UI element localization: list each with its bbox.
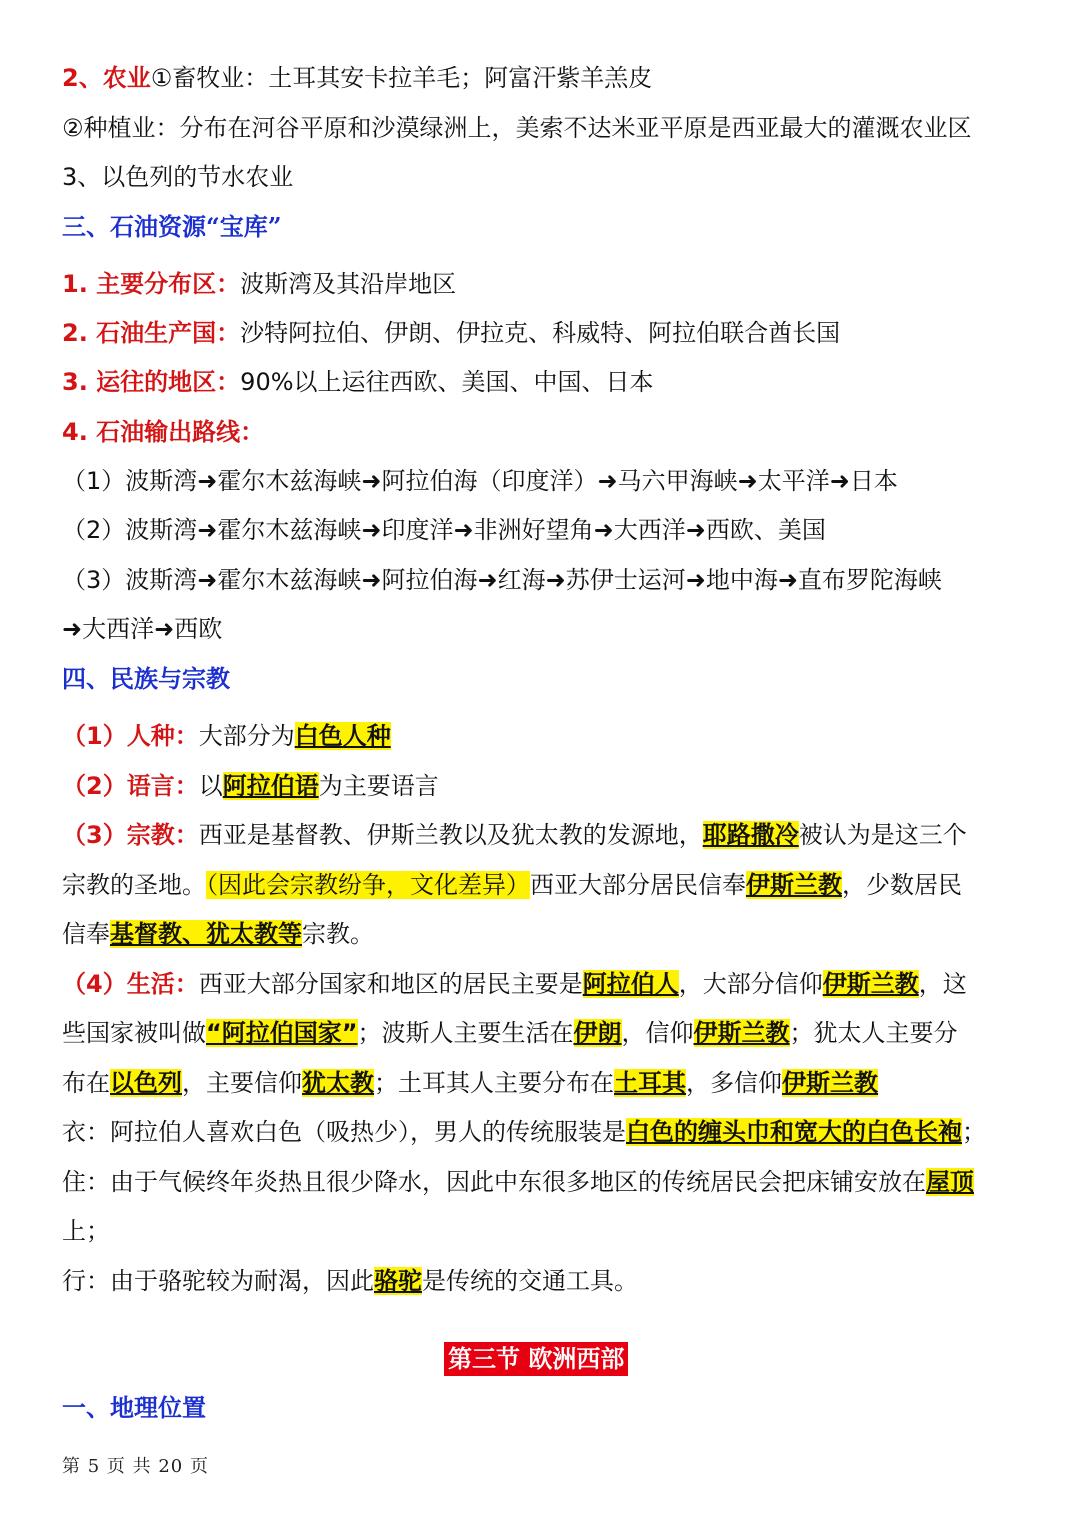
life-highlight: 土耳其 — [614, 1069, 686, 1097]
religion-label: （3）宗教： — [62, 821, 199, 849]
life-highlight: 阿拉伯人 — [582, 970, 679, 998]
oil-item-text: 90%以上运往西欧、美国、中国、日本 — [240, 368, 654, 396]
section-subheading: 一、地理位置 — [62, 1393, 206, 1422]
ethnic-heading: 四、民族与宗教 — [62, 664, 230, 693]
lang-line — [62, 768, 439, 804]
oil-item-text: 沙特阿拉伯、伊朗、伊拉克、科威特、阿拉伯联合酋长国 — [240, 319, 841, 347]
route-3: （3）波斯湾➜霍尔木兹海峡➜阿拉伯海➜红海➜苏伊士运河➜地中海➜直布罗陀海峡 — [62, 566, 942, 594]
travel-line — [62, 1263, 638, 1299]
life-highlight: 伊斯兰教 — [782, 1069, 878, 1097]
travel-highlight: 骆驼 — [374, 1267, 422, 1295]
oil-item-label: 2. 石油生产国： — [62, 319, 241, 347]
oil-item-label: 4. 石油输出路线： — [62, 418, 265, 446]
religion-text: 西亚大部分居民信奉 — [530, 871, 746, 899]
life-highlight: “阿拉伯国家” — [206, 1019, 358, 1047]
life-text: ；土耳其人主要分布在 — [374, 1069, 614, 1097]
religion-text: 宗教的圣地。 — [62, 871, 206, 899]
agri-line-1 — [62, 60, 652, 96]
oil-item-label: 1. 主要分布区： — [62, 270, 241, 298]
race-line — [62, 718, 391, 754]
life-text: ，信仰 — [621, 1019, 694, 1047]
lang-text-post: 为主要语言 — [318, 772, 439, 800]
route-3-cont: ➜大西洋➜西欧 — [62, 615, 223, 643]
life-text: ；波斯人主要生活在 — [357, 1019, 574, 1047]
oil-item-4 — [62, 414, 264, 450]
religion-text: 被认为是这三个 — [798, 821, 967, 849]
life-highlight: 伊朗 — [573, 1019, 622, 1047]
lang-label: （2）语言： — [62, 772, 199, 800]
housing-text: 住：由于气候终年炎热且很少降水，因此中东很多地区的传统居民会把床铺安放在 — [62, 1168, 926, 1196]
agri-line-2: ②种植业：分布在河谷平原和沙漠绿洲上，美索不达米亚平原是西亚最大的灌溉农业区 — [62, 114, 972, 142]
oil-item-2 — [62, 315, 840, 351]
religion-text: 宗教。 — [302, 920, 374, 948]
life-line-1 — [62, 966, 967, 1002]
housing-line-cont: 上； — [62, 1217, 110, 1245]
life-highlight: 犹太教 — [302, 1069, 374, 1097]
clothing-text: 衣：阿拉伯人喜欢白色（吸热少），男人的传统服装是 — [62, 1118, 626, 1146]
religion-text: 西亚是基督教、伊斯兰教以及犹太教的发源地， — [198, 821, 703, 849]
route-1: （1）波斯湾➜霍尔木兹海峡➜阿拉伯海（印度洋）➜马六甲海峡➜太平洋➜日本 — [62, 467, 898, 495]
life-line-2 — [62, 1015, 958, 1051]
travel-text: 是传统的交通工具。 — [422, 1267, 638, 1295]
life-text: ；犹太人主要分 — [789, 1019, 958, 1047]
race-highlight: 白色人种 — [294, 722, 391, 750]
life-highlight: 伊斯兰教 — [693, 1019, 790, 1047]
religion-note: （因此会宗教纷争，文化差异） — [206, 871, 530, 899]
oil-item-1 — [62, 266, 456, 302]
life-line-3 — [62, 1065, 878, 1101]
oil-item-text: 波斯湾及其沿岸地区 — [240, 270, 457, 298]
life-highlight: 以色列 — [110, 1069, 182, 1097]
housing-highlight: 屋顶 — [926, 1168, 974, 1196]
religion-line-3 — [62, 916, 374, 952]
race-text: 大部分为 — [198, 722, 295, 750]
religion-highlight: 基督教、犹太教等 — [110, 920, 302, 948]
agri-text-1: ①畜牧业：土耳其安卡拉羊毛；阿富汗紫羊羔皮 — [150, 64, 653, 92]
agri-label: 2、农业 — [62, 64, 151, 92]
page-footer: 第 5 页 共 20 页 — [62, 1456, 209, 1477]
section-title: 第三节 欧洲西部 — [444, 1342, 628, 1376]
lang-highlight: 阿拉伯语 — [222, 772, 319, 800]
religion-highlight: 伊斯兰教 — [746, 871, 842, 899]
travel-text: 行：由于骆驼较为耐渴，因此 — [62, 1267, 374, 1295]
life-label: （4）生活： — [62, 970, 199, 998]
life-text: ，多信仰 — [686, 1069, 782, 1097]
life-text: 些国家被叫做 — [62, 1019, 206, 1047]
race-label: （1）人种： — [62, 722, 199, 750]
life-text: ，大部分信仰 — [678, 970, 823, 998]
life-text: 布在 — [62, 1069, 110, 1097]
religion-text: ，少数居民 — [842, 871, 962, 899]
housing-line — [62, 1164, 974, 1200]
life-text: 西亚大部分国家和地区的居民主要是 — [198, 970, 583, 998]
religion-line-1 — [62, 817, 967, 853]
life-text: ，主要信仰 — [182, 1069, 302, 1097]
oil-heading: 三、石油资源“宝库” — [62, 212, 282, 241]
oil-item-3 — [62, 364, 654, 400]
life-text: ，这 — [918, 970, 967, 998]
clothing-end: ； — [962, 1118, 986, 1146]
lang-text-pre: 以 — [198, 772, 223, 800]
religion-line-2 — [62, 867, 962, 903]
life-highlight: 伊斯兰教 — [822, 970, 919, 998]
agri-line-3: 3、以色列的节水农业 — [62, 163, 294, 191]
clothing-highlight: 白色的缠头巾和宽大的白色长袍 — [626, 1118, 962, 1146]
clothing-line — [62, 1114, 986, 1150]
oil-item-label: 3. 运往的地区： — [62, 368, 241, 396]
religion-highlight: 耶路撒冷 — [702, 821, 799, 849]
religion-text: 信奉 — [62, 920, 110, 948]
route-2: （2）波斯湾➜霍尔木兹海峡➜印度洋➜非洲好望角➜大西洋➜西欧、美国 — [62, 516, 826, 544]
